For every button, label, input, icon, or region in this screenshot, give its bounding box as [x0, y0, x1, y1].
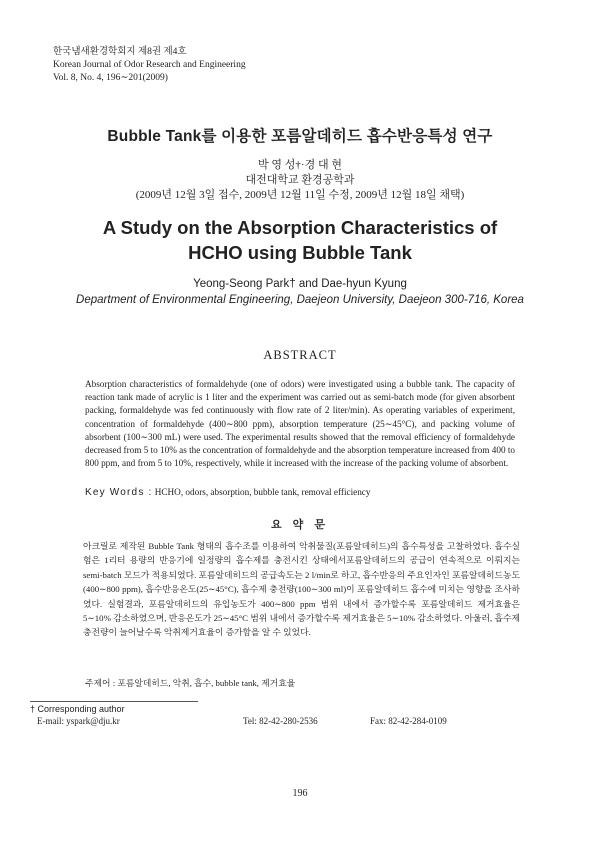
authors-korean: 박 영 성†·경 대 현: [258, 159, 342, 171]
page-number: 196: [292, 788, 308, 799]
submission-dates: (2009년 12월 3일 접수, 2009년 12월 11일 수정, 2009년 12월 18일 채택): [135, 189, 465, 201]
fax: Fax: 82-42-284-0109: [370, 716, 447, 726]
footnote-divider: [30, 701, 198, 702]
journal-volume: Vol. 8, No. 4, 196∼201(2009): [53, 73, 168, 83]
journal-name-ko: 한국냄새환경학회지 제8권 제4호: [53, 47, 187, 57]
journal-header: [53, 46, 246, 85]
authors-korean-block: [0, 158, 600, 188]
journal-name-en: Korean Journal of Odor Research and Engineering: [53, 60, 246, 70]
telephone: Tel: 82-42-280-2536: [243, 716, 318, 726]
title-english: [0, 215, 600, 265]
title-english-line2: HCHO using Bubble Tank: [188, 242, 412, 263]
department-english: Department of Environmental Engineering, Daejeon University, Daejeon 300-716, Korea: [76, 294, 524, 306]
korean-abstract-body: 아크릴로 제작된 Bubble Tank 형태의 흡수조를 이용하여 악취물질(포름알데히드)의 흡수특성을 고찰하였다. 흡수실험은 1리터 용량의 반응기에 일정량의 흡수제를 충전시킨 상태에서포름알데히드의 공급이 연속적으로 이뤄지는 semi-batch 모드가 적용되었다. 포름알데히드의 공급속도는 2 l/min로 하고, 흡수반응의 주요인자인 포름알데히드농도(400∼800 ppm), 흡수반응온도(25∼45°C), 흡수제 충전량(100∼300 ml)이 포름알데히드 흡수에 미치는 영향을 조사하였다. 실험결과, 포름알데히드의 유입농도가 400∼800 ppm 범위 내에서 증가할수록 포름알데히드 제거효율은 5∼10% 감소하였으며, 반응온도가 25∼45°C 범위 내에서 증가할수록 제거효율은 5∼10% 감소하였다. 아울러, 흡수제 충전량이 늘어날수록 악취제거효율이 증가함을 알 수 있었다.: [83, 541, 520, 638]
authors-english: Yeong-Seong Park† and Dae-hyun Kyung: [193, 278, 407, 290]
email: E-mail: yspark@dju.kr: [37, 716, 120, 726]
korean-keywords: 주제어 : 포름알데히드, 악취, 흡수, bubble tank, 제거효율: [85, 678, 296, 688]
corresponding-author-label: † Corresponding author: [30, 704, 125, 714]
title-english-line1: A Study on the Absorption Characteristics of: [102, 217, 498, 238]
keywords-label: Key Words :: [85, 487, 153, 498]
keywords-line: [85, 487, 370, 498]
affiliation-korean: 대전대학교 환경공학과: [245, 174, 355, 186]
footnote: [30, 703, 125, 716]
korean-abstract-heading: 요 약 문: [271, 519, 329, 531]
abstract-heading: ABSTRACT: [263, 348, 337, 362]
abstract-body: Absorption characteristics of formaldehyde (one of odors) were investigated using a bubble tank. The capacity of reaction tank made of acrylic is 1 liter and the experiment was carried out as semi-batch mode (for given absorbent packing, formaldehyde was fed continuously with flow rate of 2 liter/min). As operating variables of experiment, concentration of formaldehyde (400∼800 ppm), absorption temperature (25∼45°C), and packing volume of absorbent (100∼300 mL) were used. The experimental results showed that the removal efficiency of formaldehyde decreased from 5 to 10% as the concentration of formaldehyde and the absorption temperature increased from 400 to 800 ppm, and from 5 to 10%, respectively, while it increased with the increase of the packing volume of absorbent.: [85, 379, 515, 469]
keywords-text: HCHO, odors, absorption, bubble tank, removal efficiency: [154, 487, 371, 497]
title-korean: Bubble Tank를 이용한 포름알데히드 흡수반응특성 연구: [107, 128, 493, 145]
